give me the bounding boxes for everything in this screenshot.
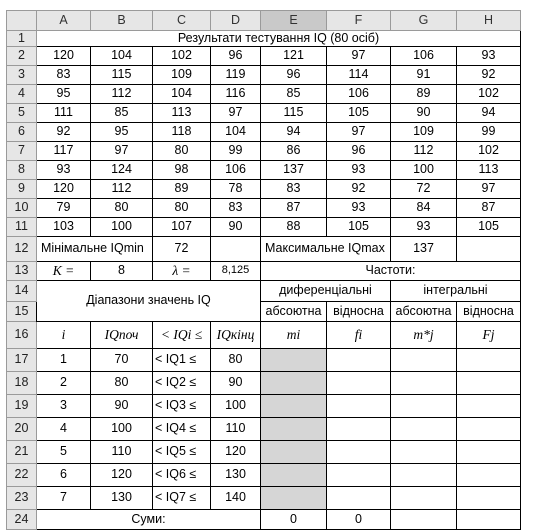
data-cell[interactable]: 119 [211,66,261,85]
data-cell[interactable]: 98 [153,161,211,180]
data-cell[interactable]: 111 [37,104,91,123]
data-cell[interactable]: 96 [327,142,391,161]
data-cell[interactable]: 87 [261,199,327,218]
sums-label[interactable]: Суми: [37,510,261,530]
row-header-13[interactable]: 13 [7,262,37,281]
data-cell[interactable]: 92 [457,66,521,85]
Fj-cell[interactable] [457,441,521,464]
data-cell[interactable]: 78 [211,180,261,199]
mi-cell[interactable] [261,464,327,487]
m-star-header[interactable]: m*j [391,322,457,349]
min-label[interactable]: Мінімальне IQmin [37,237,153,262]
data-cell[interactable]: 93 [391,218,457,237]
Fj-cell[interactable] [457,395,521,418]
row-header-14[interactable]: 14 [7,281,37,302]
data-cell[interactable]: 93 [37,161,91,180]
row-header-5[interactable]: 5 [7,104,37,123]
mi-cell[interactable] [261,441,327,464]
table-row [7,85,521,104]
row-header-16[interactable]: 16 [7,322,37,349]
data-cell[interactable]: 106 [391,47,457,66]
data-cell[interactable]: 99 [211,142,261,161]
data-cell[interactable]: 93 [327,161,391,180]
data-cell[interactable]: 99 [457,123,521,142]
range-start-cell[interactable]: 130 [91,487,153,510]
data-cell[interactable]: 102 [457,85,521,104]
row-header-21[interactable]: 21 [7,441,37,464]
fi-cell[interactable] [327,464,391,487]
row-header-12[interactable]: 12 [7,237,37,262]
range-start-cell[interactable]: 110 [91,441,153,464]
row-header-15[interactable]: 15 [7,302,37,322]
row-header-9[interactable]: 9 [7,180,37,199]
column-header-a[interactable]: A [37,11,91,31]
data-cell[interactable]: 83 [211,199,261,218]
max-label[interactable]: Максимальне IQmax [261,237,391,262]
column-header-f[interactable]: F [327,11,391,31]
data-cell[interactable]: 97 [91,142,153,161]
data-cell[interactable]: 100 [391,161,457,180]
range-index-cell[interactable]: 6 [37,464,91,487]
mi-cell[interactable] [261,487,327,510]
row-header-8[interactable]: 8 [7,161,37,180]
data-cell[interactable]: 104 [153,85,211,104]
range-end-cell[interactable]: 120 [211,441,261,464]
relative-header[interactable]: відносна [327,302,391,322]
range-end-cell[interactable]: 90 [211,372,261,395]
data-cell[interactable]: 102 [153,47,211,66]
data-cell[interactable]: 120 [37,47,91,66]
row-header-18[interactable]: 18 [7,372,37,395]
data-cell[interactable]: 93 [327,199,391,218]
data-cell[interactable]: 72 [391,180,457,199]
empty-cell[interactable] [391,510,457,530]
row-header-6[interactable]: 6 [7,123,37,142]
data-cell[interactable]: 95 [37,85,91,104]
row-header-4[interactable]: 4 [7,85,37,104]
iq-start-header[interactable]: IQпоч [91,322,153,349]
mi-cell[interactable] [261,395,327,418]
data-cell[interactable]: 114 [327,66,391,85]
Fj-header[interactable]: Fj [457,322,521,349]
range-index-cell[interactable]: 2 [37,372,91,395]
row-header-2[interactable]: 2 [7,47,37,66]
data-cell[interactable]: 105 [327,104,391,123]
Fj-cell[interactable] [457,487,521,510]
m-star-cell[interactable] [391,441,457,464]
Fj-cell[interactable] [457,464,521,487]
empty-cell[interactable] [457,237,521,262]
table-row [7,199,521,218]
row-header-10[interactable]: 10 [7,199,37,218]
min-value[interactable]: 72 [153,237,211,262]
row-header-1[interactable]: 1 [7,31,37,47]
mi-header[interactable]: mi [261,322,327,349]
max-value[interactable]: 137 [391,237,457,262]
k-value[interactable]: 8 [91,262,153,281]
data-cell[interactable]: 91 [391,66,457,85]
iq-end-header[interactable]: IQкінц [211,322,261,349]
spreadsheet-grid [6,10,521,530]
table-row [7,180,521,199]
data-cell[interactable]: 80 [153,199,211,218]
differential-header[interactable]: диференціальні [261,281,391,302]
row-header-11[interactable]: 11 [7,218,37,237]
data-cell[interactable]: 84 [391,199,457,218]
iq-range-header[interactable]: < IQi ≤ [153,322,211,349]
data-cell[interactable]: 112 [391,142,457,161]
Fj-cell[interactable] [457,349,521,372]
range-condition-cell[interactable]: < IQ3 ≤ [153,395,211,418]
data-cell[interactable]: 79 [37,199,91,218]
data-cell[interactable]: 121 [261,47,327,66]
mi-cell[interactable] [261,372,327,395]
row-header-3[interactable]: 3 [7,66,37,85]
data-cell[interactable]: 117 [37,142,91,161]
table-row [7,104,521,123]
data-cell[interactable]: 92 [37,123,91,142]
range-end-cell[interactable]: 140 [211,487,261,510]
data-cell[interactable]: 97 [327,47,391,66]
data-cell[interactable]: 115 [91,66,153,85]
k-label[interactable]: K = [37,262,91,281]
data-cell[interactable]: 100 [91,218,153,237]
range-index-cell[interactable]: 5 [37,441,91,464]
range-condition-cell[interactable]: < IQ4 ≤ [153,418,211,441]
absolute-header[interactable]: абсоютна [261,302,327,322]
row-header-7[interactable]: 7 [7,142,37,161]
range-end-cell[interactable]: 100 [211,395,261,418]
m-star-cell[interactable] [391,395,457,418]
ranges-header[interactable]: Діапазони значень IQ [37,281,261,322]
table-row [7,142,521,161]
data-cell[interactable]: 89 [391,85,457,104]
data-cell[interactable]: 124 [91,161,153,180]
fi-cell[interactable] [327,487,391,510]
data-cell[interactable]: 118 [153,123,211,142]
fi-cell[interactable] [327,349,391,372]
data-cell[interactable]: 104 [211,123,261,142]
data-cell[interactable]: 106 [327,85,391,104]
data-cell[interactable]: 96 [261,66,327,85]
data-cell[interactable]: 115 [261,104,327,123]
relative-header[interactable]: відносна [457,302,521,322]
range-start-cell[interactable]: 90 [91,395,153,418]
table-row [7,395,521,418]
fi-cell[interactable] [327,395,391,418]
data-cell[interactable]: 95 [91,123,153,142]
data-cell[interactable]: 93 [457,47,521,66]
row-header-20[interactable]: 20 [7,418,37,441]
data-cell[interactable]: 107 [153,218,211,237]
data-cell[interactable]: 83 [37,66,91,85]
column-header-h[interactable]: H [457,11,521,31]
data-cell[interactable]: 113 [153,104,211,123]
sum-e[interactable]: 0 [261,510,327,530]
empty-cell[interactable] [211,237,261,262]
range-index-cell[interactable]: 4 [37,418,91,441]
table-row [7,123,521,142]
table-row [7,218,521,237]
i-header[interactable]: i [37,322,91,349]
data-cell[interactable]: 103 [37,218,91,237]
data-cell[interactable]: 109 [391,123,457,142]
data-cell[interactable]: 88 [261,218,327,237]
range-end-cell[interactable]: 80 [211,349,261,372]
data-cell[interactable]: 85 [261,85,327,104]
data-cell[interactable]: 105 [457,218,521,237]
range-index-cell[interactable]: 3 [37,395,91,418]
sum-f[interactable]: 0 [327,510,391,530]
table-row [7,372,521,395]
range-start-cell[interactable]: 100 [91,418,153,441]
mi-cell[interactable] [261,349,327,372]
lambda-value[interactable]: 8,125 [211,262,261,281]
fi-cell[interactable] [327,372,391,395]
table-row [7,487,521,510]
frequencies-label[interactable]: Частоти: [261,262,521,281]
range-end-cell[interactable]: 110 [211,418,261,441]
range-start-cell[interactable]: 80 [91,372,153,395]
select-all-corner[interactable] [7,11,37,31]
table-row [7,441,521,464]
m-star-cell[interactable] [391,372,457,395]
range-start-cell[interactable]: 120 [91,464,153,487]
data-cell[interactable]: 80 [91,199,153,218]
m-star-cell[interactable] [391,418,457,441]
data-cell[interactable]: 85 [91,104,153,123]
range-condition-cell[interactable]: < IQ7 ≤ [153,487,211,510]
data-cell[interactable]: 102 [457,142,521,161]
table-title[interactable]: Результати тестування IQ (80 осіб) [37,31,521,47]
column-header-d[interactable]: D [211,11,261,31]
row-header-19[interactable]: 19 [7,395,37,418]
data-cell[interactable]: 94 [457,104,521,123]
absolute-header[interactable]: абсоютна [391,302,457,322]
data-cell[interactable]: 97 [457,180,521,199]
m-star-cell[interactable] [391,487,457,510]
column-header-b[interactable]: B [91,11,153,31]
column-header-g[interactable]: G [391,11,457,31]
Fj-cell[interactable] [457,372,521,395]
integral-header[interactable]: інтегральні [391,281,521,302]
Fj-cell[interactable] [457,418,521,441]
data-cell[interactable]: 112 [91,85,153,104]
range-index-cell[interactable]: 1 [37,349,91,372]
range-index-cell[interactable]: 7 [37,487,91,510]
data-cell[interactable]: 106 [211,161,261,180]
mi-cell[interactable] [261,418,327,441]
table-row [7,418,521,441]
data-cell[interactable]: 113 [457,161,521,180]
table-row [7,464,521,487]
table-row [7,349,521,372]
data-cell[interactable]: 109 [153,66,211,85]
range-condition-cell[interactable]: < IQ5 ≤ [153,441,211,464]
range-start-cell[interactable]: 70 [91,349,153,372]
row-header-17[interactable]: 17 [7,349,37,372]
data-cell[interactable]: 104 [91,47,153,66]
table-row [7,161,521,180]
fi-header[interactable]: fi [327,322,391,349]
range-end-cell[interactable]: 130 [211,464,261,487]
data-cell[interactable]: 83 [261,180,327,199]
data-cell[interactable]: 80 [153,142,211,161]
row-header-22[interactable]: 22 [7,464,37,487]
column-header-e[interactable]: E [261,11,327,31]
column-header-c[interactable]: C [153,11,211,31]
empty-cell[interactable] [457,510,521,530]
data-cell[interactable]: 92 [327,180,391,199]
data-cell[interactable]: 86 [261,142,327,161]
data-cell[interactable]: 96 [211,47,261,66]
fi-cell[interactable] [327,441,391,464]
range-condition-cell[interactable]: < IQ6 ≤ [153,464,211,487]
data-cell[interactable]: 89 [153,180,211,199]
table-row [7,66,521,85]
range-condition-cell[interactable]: < IQ1 ≤ [153,349,211,372]
lambda-label[interactable]: λ = [153,262,211,281]
data-cell[interactable]: 87 [457,199,521,218]
data-cell[interactable]: 105 [327,218,391,237]
data-cell[interactable]: 137 [261,161,327,180]
row-header-24[interactable]: 24 [7,510,37,530]
m-star-cell[interactable] [391,464,457,487]
range-condition-cell[interactable]: < IQ2 ≤ [153,372,211,395]
data-cell[interactable]: 120 [37,180,91,199]
data-cell[interactable]: 97 [211,104,261,123]
data-cell[interactable]: 90 [211,218,261,237]
data-cell[interactable]: 94 [261,123,327,142]
data-cell[interactable]: 97 [327,123,391,142]
row-header-23[interactable]: 23 [7,487,37,510]
data-cell[interactable]: 116 [211,85,261,104]
data-cell[interactable]: 90 [391,104,457,123]
fi-cell[interactable] [327,418,391,441]
data-cell[interactable]: 112 [91,180,153,199]
table-row [7,47,521,66]
m-star-cell[interactable] [391,349,457,372]
